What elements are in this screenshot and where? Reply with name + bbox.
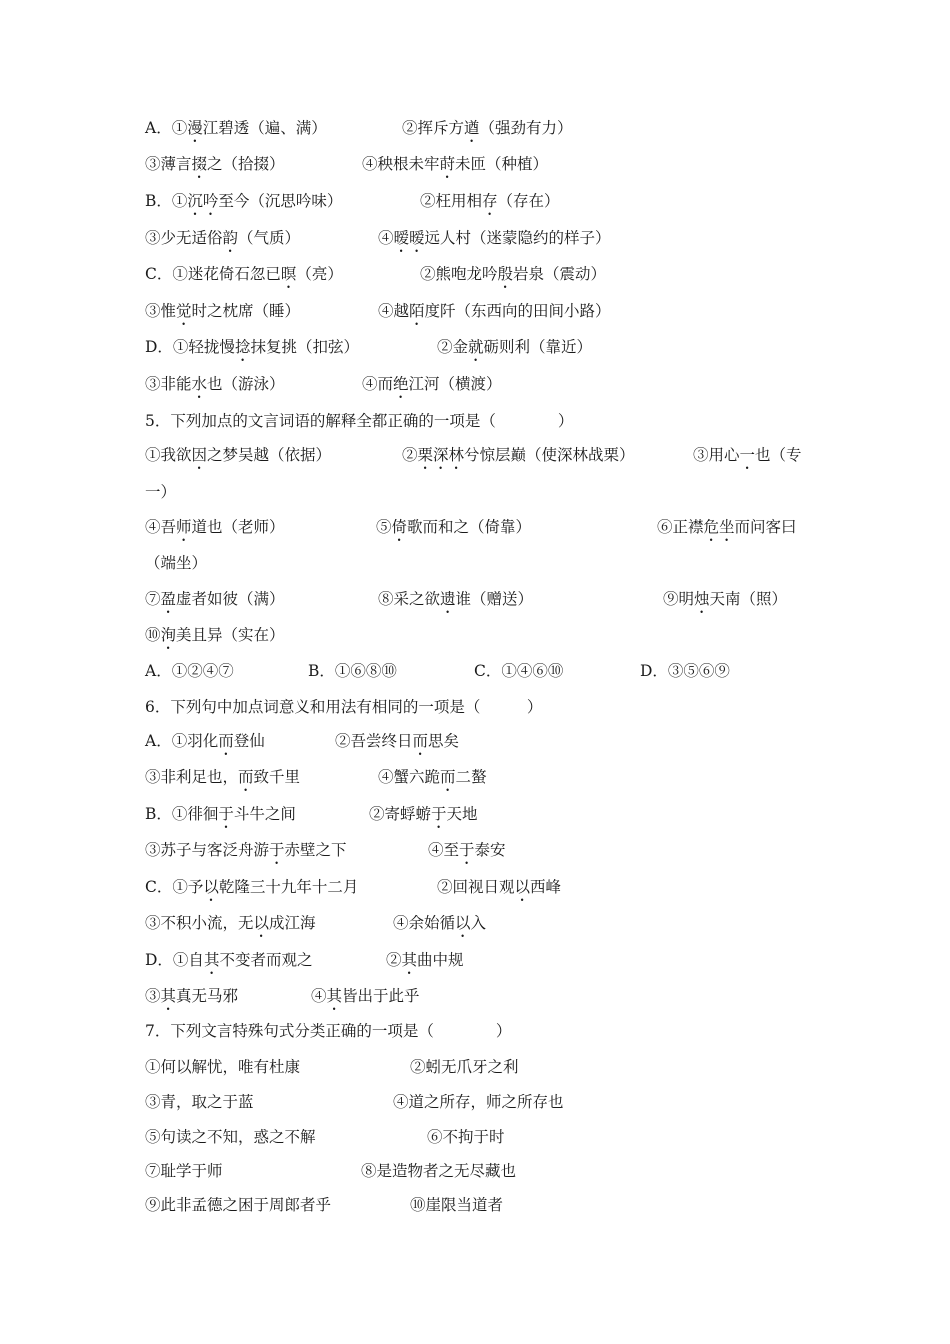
text-run: （存在）: [497, 192, 560, 210]
emphasized-word: 而: [440, 768, 456, 786]
text-column: [378, 766, 487, 795]
text-run: ②回视日观: [437, 878, 515, 896]
text-run: ②枉用相: [420, 192, 483, 210]
text-column: [145, 1020, 511, 1042]
text-run: 思矣: [428, 732, 460, 750]
text-column: [311, 985, 420, 1014]
text-column: [362, 373, 502, 402]
text-run: A．①羽化: [145, 732, 219, 750]
text-run: C．①予: [145, 878, 204, 896]
text-run: 砺则利（靠近）: [483, 338, 593, 356]
text-run: （亮）: [296, 265, 343, 283]
text-column: [393, 912, 486, 941]
emphasized-word: 莳: [439, 155, 456, 173]
text-run: 美且异（实在）: [176, 626, 285, 644]
text-column: [145, 803, 296, 832]
text-column: [145, 624, 285, 653]
emphasized-word: 以: [455, 914, 471, 932]
text-run: 远人村（迷蒙隐约的样子）: [424, 229, 611, 247]
text-column: [145, 1194, 331, 1216]
emphasized-word: 暝: [280, 265, 297, 283]
text-column: [145, 949, 312, 978]
text-run: 也（游泳）: [207, 375, 285, 393]
text-run: 登仙: [233, 732, 265, 750]
emphasized-word: 而: [218, 732, 234, 750]
text-run: 之（拾掇）: [207, 155, 285, 173]
text-column: [335, 730, 459, 759]
text-line: [0, 410, 950, 434]
emphasized-word: 因: [191, 446, 208, 464]
text-column: [145, 300, 300, 329]
text-column: [437, 336, 592, 365]
emphasized-word: 韵: [222, 229, 239, 247]
text-column: [369, 803, 478, 832]
text-line: [0, 1160, 950, 1184]
text-run: ④蟹六跪: [378, 768, 441, 786]
text-run: ②熊咆龙吟: [420, 265, 498, 283]
text-run: ⑤句读之不知，惑之不解: [145, 1128, 316, 1146]
text-run: ②吾尝终日: [335, 732, 413, 750]
text-line: [0, 1194, 950, 1218]
text-column: [145, 766, 300, 795]
text-run: ⑤: [376, 518, 392, 536]
text-line: [0, 803, 950, 827]
emphasized-word: 绝: [393, 375, 409, 393]
text-run: 而问客曰: [734, 518, 797, 536]
text-run: ⑩崖限当道者: [410, 1196, 504, 1214]
text-column: [145, 660, 234, 682]
text-run: 西峰: [530, 878, 562, 896]
text-line: [0, 190, 950, 214]
text-run: ④: [311, 987, 327, 1005]
text-column: [361, 1160, 516, 1182]
text-line: [0, 949, 950, 973]
text-column: [145, 117, 327, 146]
emphasized-word: 水: [191, 375, 208, 393]
text-line: [0, 588, 950, 612]
text-run: ⑧采之欲: [378, 590, 441, 608]
emphasized-word: 栗深林: [417, 446, 465, 464]
emphasized-word: 其: [203, 951, 220, 969]
text-run: ④秧根未牢: [362, 155, 440, 173]
text-line: [0, 660, 950, 684]
emphasized-word: 陌: [409, 302, 425, 320]
text-run: 斗牛之间: [233, 805, 296, 823]
text-column: [145, 410, 573, 432]
text-run: 至今（沉思吟味）: [218, 192, 343, 210]
text-run: A．①: [145, 119, 188, 137]
text-run: 道也（老师）: [191, 518, 285, 536]
text-column: [145, 336, 359, 365]
text-line: [0, 696, 950, 720]
text-run: 抹复挑（扣弦）: [250, 338, 359, 356]
text-column: [386, 949, 464, 978]
text-run: （气质）: [238, 229, 301, 247]
text-run: ⑨明: [663, 590, 695, 608]
text-run: B．①徘徊: [145, 805, 219, 823]
text-column: [145, 190, 342, 219]
text-column: [145, 1091, 254, 1113]
emphasized-word: 烛: [694, 590, 710, 608]
text-line: [0, 552, 950, 576]
text-run: B．①⑥⑧⑩: [308, 662, 397, 680]
emphasized-word: 以: [514, 878, 531, 896]
text-column: [474, 660, 563, 682]
text-run: ③不积小流，无: [145, 914, 254, 932]
text-run: 歌而和之（倚靠）: [407, 518, 532, 536]
text-column: [145, 839, 347, 868]
text-run: D．③⑤⑥⑨: [640, 662, 730, 680]
text-run: ⑥正襟: [657, 518, 704, 536]
emphasized-word: 掇: [191, 155, 208, 173]
text-column: [308, 660, 397, 682]
text-run: ④: [378, 229, 394, 247]
emphasized-word: 漫: [187, 119, 203, 137]
text-run: 曲中规: [417, 951, 464, 969]
emphasized-word: 危坐: [703, 518, 735, 536]
text-column: [378, 300, 611, 329]
text-column: [362, 153, 548, 182]
text-column: [145, 912, 316, 941]
emphasized-word: 遒: [464, 119, 480, 137]
text-run: 未匝（种植）: [455, 155, 549, 173]
text-line: [0, 839, 950, 863]
text-column: [693, 444, 802, 473]
text-run: ④余始循: [393, 914, 456, 932]
text-run: 岩泉（震动）: [513, 265, 607, 283]
text-line: [0, 153, 950, 177]
text-run: 7．下列文言特殊句式分类正确的一项是（ ）: [145, 1022, 512, 1040]
emphasized-word: 于: [431, 805, 447, 823]
text-run: ④道之所存，师之所存也: [393, 1093, 564, 1111]
text-line: [0, 263, 950, 287]
text-run: ②挥斥方: [402, 119, 465, 137]
emphasized-word: 洵: [160, 626, 177, 644]
text-run: 之梦吴越（依据）: [207, 446, 332, 464]
text-run: 成江海: [269, 914, 316, 932]
emphasized-word: 倚: [391, 518, 408, 536]
text-column: [145, 588, 285, 617]
text-run: ④吾: [145, 518, 177, 536]
text-line: [0, 985, 950, 1009]
text-run: ②寄蜉蝣: [369, 805, 432, 823]
emphasized-word: 于: [459, 841, 475, 859]
text-run: 兮惊层巅（使深林战栗）: [464, 446, 635, 464]
emphasized-word: 师: [176, 518, 192, 536]
emphasized-word: 而: [238, 768, 254, 786]
text-line: [0, 481, 950, 505]
text-run: ⑥不拘于时: [427, 1128, 505, 1146]
text-line: [0, 336, 950, 360]
text-column: [640, 660, 730, 682]
text-run: ③用心: [693, 446, 740, 464]
text-run: 江河（横渡）: [408, 375, 502, 393]
text-run: ③青，取之于蓝: [145, 1093, 254, 1111]
text-run: ③非能: [145, 375, 192, 393]
text-line: [0, 1091, 950, 1115]
text-column: [145, 516, 285, 545]
text-run: 皆出于此乎: [342, 987, 420, 1005]
text-run: C．①迷花倚石忽已: [145, 265, 281, 283]
text-run: ⑦: [145, 590, 161, 608]
text-line: [0, 766, 950, 790]
text-run: 江碧透（遍、满）: [202, 119, 327, 137]
text-column: [393, 1091, 564, 1113]
text-run: 致千里: [253, 768, 301, 786]
text-line: [0, 1020, 950, 1044]
emphasized-word: 其: [160, 987, 177, 1005]
text-line: [0, 227, 950, 251]
text-line: [0, 1126, 950, 1150]
text-run: ③薄言: [145, 155, 192, 173]
text-run: ⑦耻学于师: [145, 1162, 223, 1180]
text-run: ④至: [428, 841, 460, 859]
text-run: 二螯: [455, 768, 487, 786]
text-column: [145, 1160, 223, 1182]
text-run: 乾隆三十九年十二月: [218, 878, 359, 896]
text-column: [145, 153, 285, 182]
text-line: [0, 373, 950, 397]
text-run: 赤壁之下: [284, 841, 347, 859]
text-line: [0, 624, 950, 648]
text-column: [145, 1056, 300, 1078]
text-run: 泰安: [474, 841, 506, 859]
text-run: 也（专: [755, 446, 802, 464]
emphasized-word: 暧暧: [393, 229, 425, 247]
text-column: [420, 190, 560, 219]
text-column: [657, 516, 797, 545]
emphasized-word: 存: [482, 192, 498, 210]
text-line: [0, 300, 950, 324]
emphasized-word: 以: [253, 914, 270, 932]
text-run: 6．下列句中加点词意义和用法有相同的一项是（ ）: [145, 698, 543, 716]
text-column: [410, 1194, 503, 1216]
emphasized-word: 殷: [497, 265, 514, 283]
text-run: ③少无适俗: [145, 229, 223, 247]
text-run: ③非利足也，: [145, 768, 239, 786]
text-run: A．①②④⑦: [145, 662, 234, 680]
text-run: ⑩: [145, 626, 161, 644]
emphasized-word: 以: [203, 878, 219, 896]
text-line: [0, 444, 950, 468]
text-run: 一）: [145, 483, 177, 501]
text-column: [376, 516, 531, 545]
text-column: [427, 1126, 505, 1148]
text-run: D．①轻拢慢: [145, 338, 235, 356]
text-column: [428, 839, 506, 868]
text-run: 度阡（东西向的田间小路）: [424, 302, 611, 320]
text-column: [145, 1126, 316, 1148]
text-column: [145, 985, 238, 1014]
emphasized-word: 而: [412, 732, 429, 750]
text-column: [145, 444, 331, 473]
text-run: 入: [470, 914, 487, 932]
emphasized-word: 其: [401, 951, 418, 969]
text-line: [0, 516, 950, 540]
text-run: 不变者而观之: [219, 951, 313, 969]
emphasized-word: 觉: [176, 302, 192, 320]
text-run: ⑧是造物者之无尽藏也: [361, 1162, 517, 1180]
text-run: ③: [145, 987, 161, 1005]
text-line: [0, 1056, 950, 1080]
text-run: 真无马邪: [176, 987, 239, 1005]
text-line: [0, 730, 950, 754]
text-run: ②蚓无爪牙之利: [410, 1058, 519, 1076]
text-run: 谁（赠送）: [455, 590, 534, 608]
text-column: [402, 444, 635, 473]
text-column: [663, 588, 787, 617]
text-run: 天南（照）: [709, 590, 788, 608]
text-column: [437, 876, 561, 905]
text-column: [145, 481, 176, 503]
text-run: ①何以解忧，唯有杜康: [145, 1058, 301, 1076]
emphasized-word: 沉吟: [187, 192, 219, 210]
text-column: [378, 588, 533, 617]
emphasized-word: 就: [468, 338, 484, 356]
text-run: B．①: [145, 192, 188, 210]
emphasized-word: 一: [739, 446, 756, 464]
text-run: ③惟: [145, 302, 177, 320]
text-run: 时之枕席（睡）: [191, 302, 301, 320]
text-run: 天地: [446, 805, 478, 823]
text-line: [0, 117, 950, 141]
text-column: [145, 730, 265, 759]
text-run: ⑨此非孟德之困于周郎者乎: [145, 1196, 332, 1214]
text-run: C．①④⑥⑩: [474, 662, 564, 680]
text-column: [378, 227, 611, 256]
text-column: [420, 263, 606, 292]
text-column: [145, 373, 285, 402]
text-run: ②金: [437, 338, 469, 356]
text-run: D．①自: [145, 951, 204, 969]
emphasized-word: 其: [326, 987, 343, 1005]
text-run: ③苏子与客泛舟游: [145, 841, 270, 859]
emphasized-word: 于: [218, 805, 234, 823]
text-run: ④越: [378, 302, 410, 320]
text-run: （强劲有力）: [479, 119, 573, 137]
text-line: [0, 912, 950, 936]
text-column: [145, 227, 300, 256]
text-run: ②: [402, 446, 418, 464]
emphasized-word: 盈: [160, 590, 177, 608]
text-run: 虚者如彼（满）: [176, 590, 285, 608]
emphasized-word: 捻: [234, 338, 251, 356]
text-run: ①我欲: [145, 446, 192, 464]
text-column: [145, 876, 358, 905]
text-run: ④而: [362, 375, 394, 393]
text-run: 5．下列加点的文言词语的解释全都正确的一项是（ ）: [145, 412, 574, 430]
text-line: [0, 876, 950, 900]
text-column: [410, 1056, 519, 1078]
text-run: ②: [386, 951, 402, 969]
text-column: [145, 552, 207, 574]
text-run: （端坐）: [145, 554, 208, 572]
text-column: [145, 696, 542, 718]
text-column: [145, 263, 343, 292]
emphasized-word: 遗: [440, 590, 456, 608]
text-column: [402, 117, 573, 146]
emphasized-word: 于: [269, 841, 285, 859]
